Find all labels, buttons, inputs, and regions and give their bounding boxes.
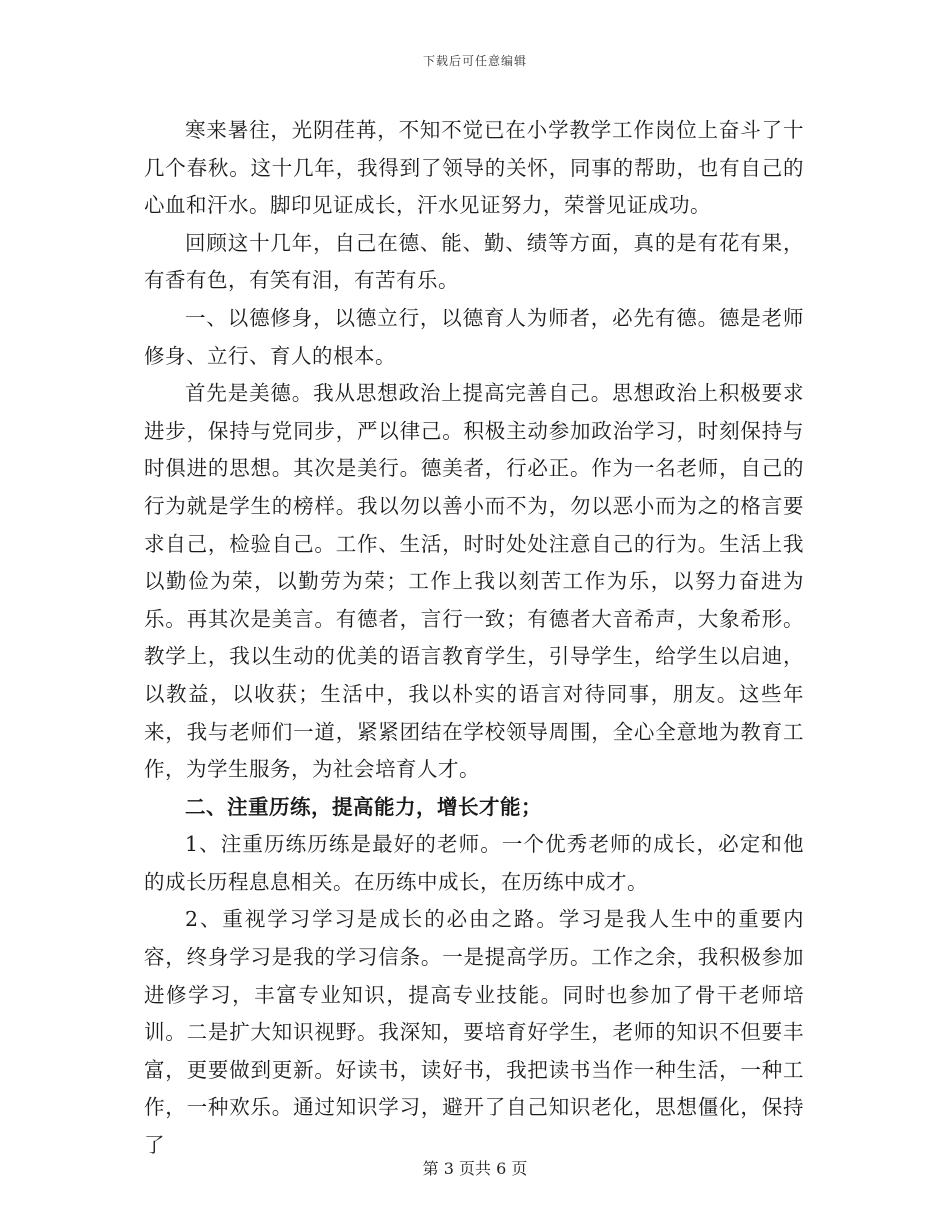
paragraph-learning: 2、重视学习学习是成长的必由之路。学习是我人生中的重要内容，终身学习是我的学习信条。一是提高学历。工作之余，我积极参加进修学习，丰富专业知识，提高专业技能。同时也参加了骨干老师培训。二是扩大知识视野。我深知，要培育好学生，老师的知识不但要丰富，更要做到更新。好读书，读好书，我把读书当作一种生活，一种工作，一种欢乐。通过知识学习，避开了自己知识老化，思想僵化，保持了 <box>144 907 804 1158</box>
document-body <box>144 112 804 1165</box>
paragraph-review: 回顾这十几年，自己在德、能、勤、绩等方面，真的是有花有果，有香有色，有笑有泪，有苦有乐。 <box>144 230 804 293</box>
page-header: 下载后可任意编辑 <box>422 54 527 68</box>
paragraph-section-one: 一、以德修身，以德立行，以德育人为师者，必先有德。德是老师修身、立行、育人的根本。 <box>144 305 804 368</box>
paragraph-virtue: 首先是美德。我从思想政治上提高完善自己。思想政治上积极要求进步，保持与党同步，严以律己。积极主动参加政治学习，时刻保持与时俱进的思想。其次是美行。德美者，行必正。作为一名老师，自己的行为就是学生的榜样。我以勿以善小而不为，勿以恶小而为之的格言要求自己，检验自己。工作、生活，时时处处注意自己的行为。生活上我以勤俭为荣，以勤劳为荣；工作上我以刻苦工作为乐，以努力奋进为乐。再其次是美言。有德者，言行一致；有德者大音希声，大象希形。教学上，我以生动的优美的语言教育学生，引导学生，给学生以启迪，以教益，以收获；生活中，我以朴实的语言对待同事，朋友。这些年来，我与老师们一道，紧紧团结在学校领导周围，全心全意地为教育工作，为学生服务，为社会培育人才。 <box>144 381 804 782</box>
paragraph-intro: 寒来暑往，光阴荏苒，不知不觉已在小学教学工作岗位上奋斗了十几个春秋。这十几年，我得到了领导的关怀，同事的帮助，也有自己的心血和汗水。脚印见证成长，汗水见证努力，荣誉见证成功。 <box>144 118 804 218</box>
page-number-footer: 第 3 页共 6 页 <box>422 1159 528 1178</box>
section-two-heading: 二、注重历练，提高能力，增长才能； <box>185 794 542 819</box>
paragraph-training: 1、注重历练历练是最好的老师。一个优秀老师的成长，必定和他的成长历程息息相关。在历练中成长，在历练中成才。 <box>144 832 804 894</box>
